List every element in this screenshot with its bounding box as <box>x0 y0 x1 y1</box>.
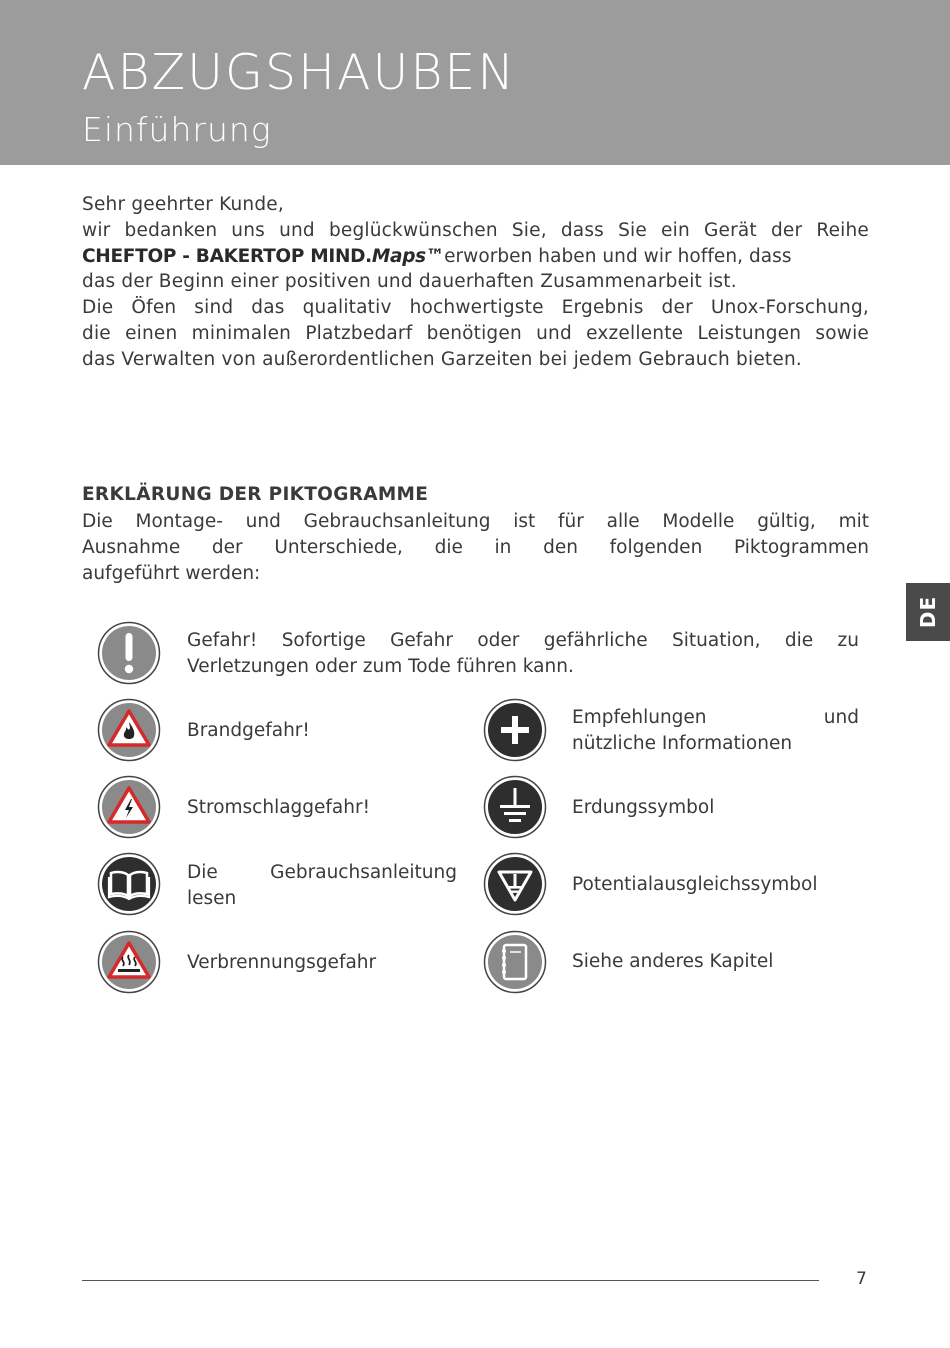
page-title: ABZUGSHAUBEN <box>82 44 517 101</box>
ground-text: Erdungssymbol <box>572 797 715 818</box>
tips-text: Empfehlungen und nützliche Informationen <box>572 707 859 754</box>
notebook-icon <box>483 930 547 994</box>
section-title: ERKLÄRUNG DER PIKTOGRAMME <box>82 484 429 505</box>
manual-text: Die Gebrauchsanleitung lesen <box>187 862 457 909</box>
fire-hazard-icon <box>97 698 161 762</box>
hot-surface-icon <box>97 930 161 994</box>
intro-paragraph <box>82 192 869 373</box>
read-manual-icon <box>97 852 161 916</box>
page-subtitle: Einführung <box>82 110 272 149</box>
intro-line: wir bedanken uns und beglückwünschen Sie, dass Sie ein Gerät der Reihe <box>82 219 869 241</box>
fire-text: Brandgefahr! <box>187 720 310 741</box>
electric-shock-icon <box>97 775 161 839</box>
intro-line: das der Beginn einer positiven und dauerhaften Zusammenarbeit ist. <box>82 271 737 293</box>
equipotential-icon <box>483 852 547 916</box>
page-number: 7 <box>856 1269 867 1289</box>
footer-divider <box>82 1280 819 1281</box>
burn-text: Verbrennungsgefahr <box>187 952 377 973</box>
intro-line-brand: CHEFTOP - BAKERTOP MIND.Maps™erworben haben und wir hoffen, dass <box>82 245 792 267</box>
plus-info-icon <box>483 698 547 762</box>
brand-name: CHEFTOP - BAKERTOP MIND.Maps™ <box>82 245 445 267</box>
intro-line: die einen minimalen Platzbedarf benötigen und exzellente Leistungen sowie <box>82 322 869 344</box>
intro-line: Die Öfen sind das qualitativ hochwertigste Ergebnis der Unox-Forschung, <box>82 297 869 319</box>
shock-text: Stromschlaggefahr! <box>187 797 371 818</box>
danger-text: Gefahr! Sofortige Gefahr oder gefährliche Situation, die zu Verletzungen oder zum Tode führen kann. <box>187 630 859 677</box>
intro-line: das Verwalten von außerordentlichen Garzeiten bei jedem Gebrauch bieten. <box>82 348 802 370</box>
chapter-text: Siehe anderes Kapitel <box>572 951 774 972</box>
language-tab: DE <box>906 583 950 641</box>
section-text: Die Montage- und Gebrauchsanleitung ist für alle Modelle gültig, mit Ausnahme der Unterschiede, die in den folgenden Piktogrammen aufgeführt werden: <box>82 511 869 584</box>
ground-icon <box>483 775 547 839</box>
danger-exclamation-icon <box>97 621 161 685</box>
equipotential-text: Potentialausgleichssymbol <box>572 874 818 895</box>
intro-line: Sehr geehrter Kunde, <box>82 194 284 215</box>
page-header <box>0 0 950 165</box>
